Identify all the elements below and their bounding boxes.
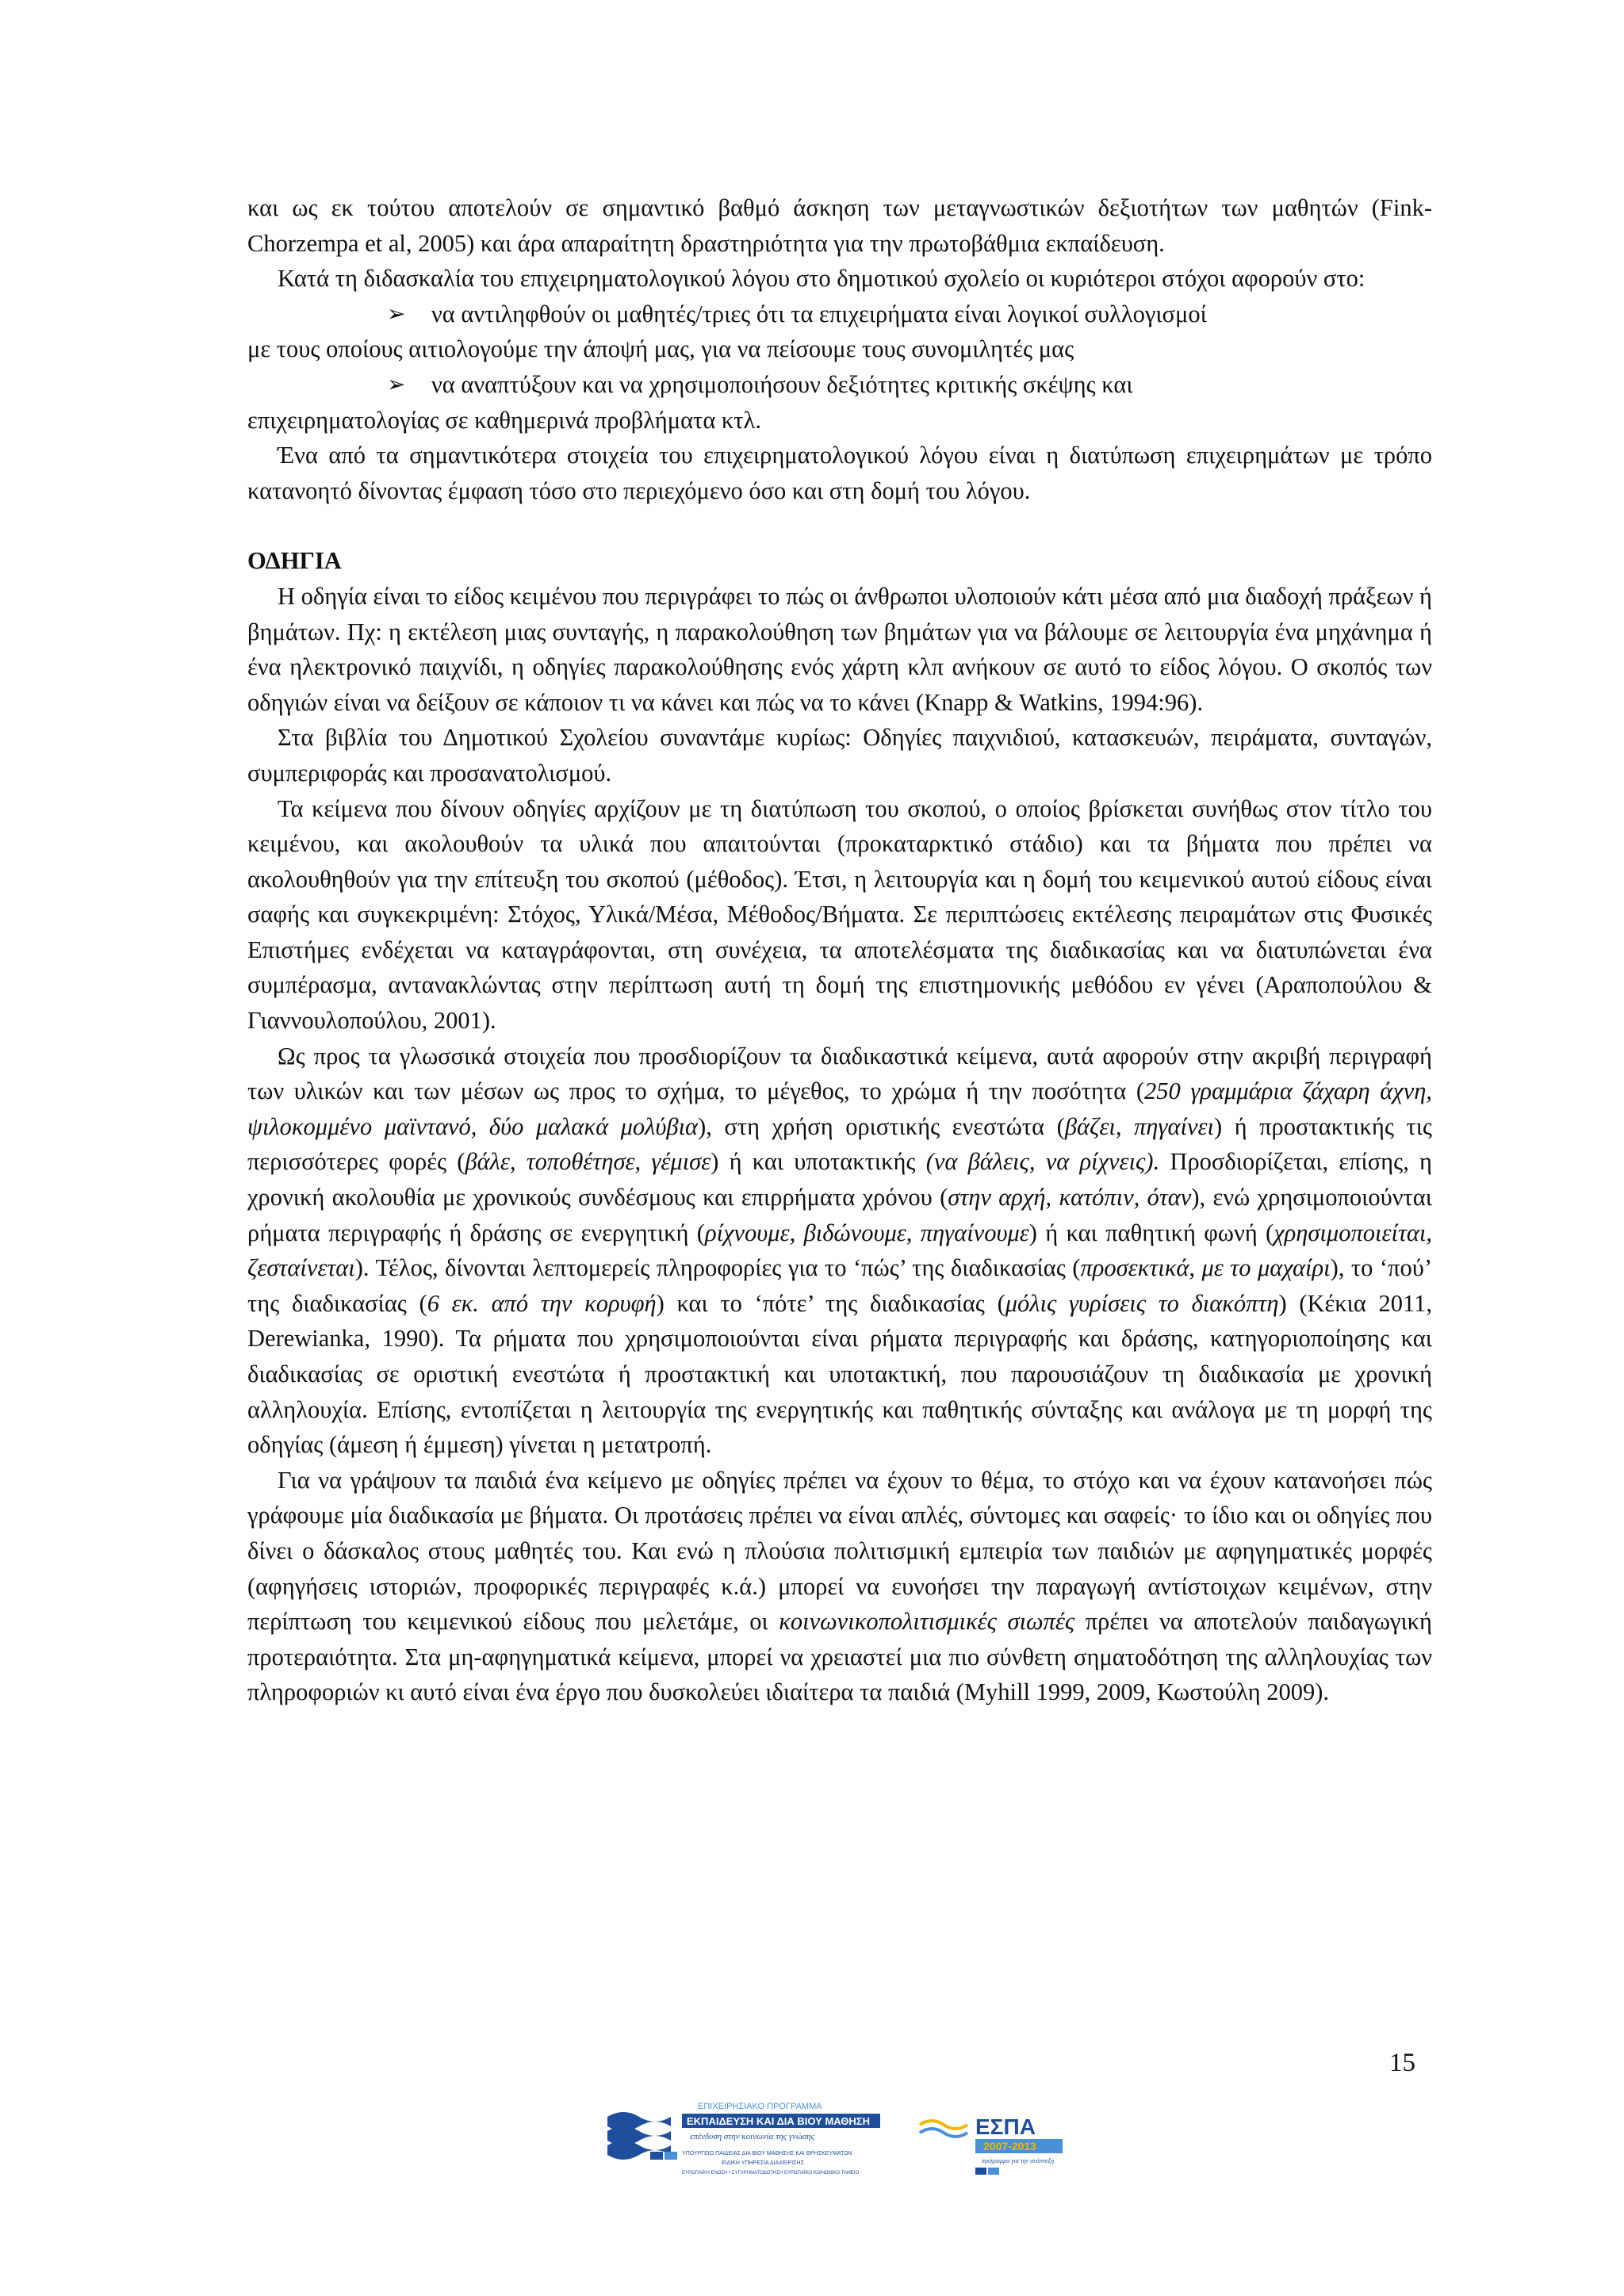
svg-text:ΕΥΡΩΠΑΪΚΗ ΕΝΩΣΗ • ΣΥΓΧΡΗΜΑΤΟΔΟ: ΕΥΡΩΠΑΪΚΗ ΕΝΩΣΗ • ΣΥΓΧΡΗΜΑΤΟΔΟΤΗΣΗ ΕΥΡΩΠΑΪΚΟ ΚΟΙΝΩΝΙΚΟ ΤΑΜΕΙΟ bbox=[682, 2171, 860, 2175]
footer-logos bbox=[603, 2093, 1078, 2204]
paragraph: Τα κείμενα που δίνουν οδηγίες αρχίζουν με τη διατύπωση του σκοπού, ο οποίος βρίσκεται συνήθως στον τίτλο του κειμένου, και ακολουθούν τα υλικά που απαιτούνται (προκαταρκτικό στάδιο) και τα βήματα που πρέπει να ακολουθηθούν για την επίτευξη του σκοπού (μέθοδος). Έτσι, η λειτουργία και η δομή του κειμενικού αυτού είδους είναι σαφής και συγκεκριμένη: Στόχος, Υλικά/Μέσα, Μέθοδος/Βήματα. Σε περιπτώσεις εκτέλεσης πειραμάτων στις Φυσικές Επιστήμες ενδέχεται να καταγράφονται, στη συνέχεια, τα αποτελέσματα της διαδικασίας και να διατυπώνεται ένα συμπέρασμα, αντανακλώντας στην περίπτωση αυτή τη δομή της επιστημονικής μεθόδου εν γένει (Αραποπούλου & Γιαννουλοπούλου, 2001). bbox=[247, 794, 1432, 1035]
paragraph: και ως εκ τούτου αποτελούν σε σημαντικό βαθμό άσκηση των μεταγνωστικών δεξιοτήτων των μαθητών (Fink-Chorzempa et al, 2005) και άρα απαραίτητη δραστηριότητα για την πρωτοβάθμια εκπαίδευση. bbox=[247, 194, 1432, 257]
paragraph: Η οδηγία είναι το είδος κειμένου που περιγράφει το πώς οι άνθρωποι υλοποιούν κάτι μέσα από μια διαδοχή πράξεων ή βημάτων. Πχ: η εκτέλεση μιας συνταγής, η παρακολούθηση των βημάτων για να βάλουμε σε λειτουργία ένα μηχάνημα ή ένα ηλεκτρονικό παιχνίδι, η οδηγίες παρακολούθησης ενός χάρτη κλπ ανήκουν σε αυτό το είδος λόγου. Ο σκοπός των οδηγιών είναι να δείξουν σε κάποιον τι να κάνει και πώς να το κάνει (Knapp & Watkins, 1994:96). bbox=[247, 582, 1432, 716]
bullet-text-continued: με τους οποίους αιτιολογούμε την άποψή μας, για να πείσουμε τους συνομιλητές μας bbox=[247, 335, 1074, 363]
svg-text:πρόγραμμα για την ανάπτυξη: πρόγραμμα για την ανάπτυξη bbox=[982, 2157, 1055, 2164]
svg-text:ΕΣΠΑ: ΕΣΠΑ bbox=[975, 2114, 1036, 2139]
svg-text:2007-2013: 2007-2013 bbox=[983, 2140, 1036, 2152]
bullet-item bbox=[341, 367, 1432, 403]
bullet-text: να αντιληφθούν οι μαθητές/τριες ότι τα επιχειρήματα είναι λογικοί συλλογισμοί bbox=[431, 300, 1207, 327]
svg-text:ΕΠΙΧΕΙΡΗΣΙΑΚΟ ΠΡΟΓΡΑΜΜΑ: ΕΠΙΧΕΙΡΗΣΙΑΚΟ ΠΡΟΓΡΑΜΜΑ bbox=[698, 2102, 822, 2111]
bullet-text-continued: επιχειρηματολογίας σε καθημερινά προβλήματα κτλ. bbox=[247, 406, 761, 434]
svg-text:ΕΙΔΙΚΗ ΥΠΗΡΕΣΙΑ ΔΙΑΧΕΙΡΙΣΗΣ: ΕΙΔΙΚΗ ΥΠΗΡΕΣΙΑ ΔΙΑΧΕΙΡΙΣΗΣ bbox=[722, 2160, 804, 2166]
svg-text:ΥΠΟΥΡΓΕΙΟ ΠΑΙΔΕΙΑΣ ΔΙΑ ΒΙΟΥ ΜΑ: ΥΠΟΥΡΓΕΙΟ ΠΑΙΔΕΙΑΣ ΔΙΑ ΒΙΟΥ ΜΑΘΗΣΗΣ ΚΑΙ ΘΡΗΣΚΕΥΜΑΤΩΝ bbox=[682, 2151, 852, 2156]
paragraph: Στα βιβλία του Δημοτικού Σχολείου συναντάμε κυρίως: Οδηγίες παιχνιδιού, κατασκευών, πειράματα, συνταγών, συμπεριφοράς και προσανατολισμού. bbox=[247, 724, 1432, 786]
bullet-text: να αναπτύξουν και να χρησιμοποιήσουν δεξιότητες κριτικής σκέψης και bbox=[431, 370, 1133, 398]
body-text bbox=[247, 190, 1432, 1710]
paragraph: Ως προς τα γλωσσικά στοιχεία που προσδιορίζουν τα διαδικαστικά κείμενα, αυτά αφορούν στην ακριβή περιγραφή των υλικών και των μέσων ως προς το σχήμα, το μέγεθος, το χρώμα ή την ποσότητα (250 γραμμάρια ζάχαρη άχνη, ψιλοκομμένο μαϊντανό, δύο μαλακά μολύβια), στη χρήση οριστικής ενεστώτα (βάζει, πηγαίνει) ή προστακτικής τις περισσότερες φορές (βάλε, τοποθέτησε, γέμισε) ή και υποτακτικής (να βάλεις, να ρίχνεις). Προσδιορίζεται, επίσης, η χρονική ακολουθία με χρονικούς συνδέσμους και επιρρήματα χρόνου (στην αρχή, κατόπιν, όταν), ενώ χρησιμοποιούνται ρήματα περιγραφής ή δράσης σε ενεργητική (ρίχνουμε, βιδώνουμε, πηγαίνουμε) ή και παθητική φωνή (χρησιμοποιείται, ζεσταίνεται). Τέλος, δίνονται λεπτομερείς πληροφορίες για το ‘πώς’ της διαδικασίας (προσεκτικά, με το μαχαίρι), το ‘πού’ της διαδικασίας (6 εκ. από την κορυφή) και το ‘πότε’ της διαδικασίας (μόλις γυρίσεις το διακόπτη) (Κέκια 2011, Derewianka, 1990). Τα ρήματα που χρησιμοποιούνται είναι ρήματα περιγραφής και δράσης, κατηγοριοποίησης και διαδικασίας σε οριστική ενεστώτα ή προστακτική και υποτακτική, που παρουσιάζουν τη διαδικασία με χρονική αλληλουχία. Επίσης, εντοπίζεται η λειτουργία της ενεργητικής και παθητικής σύνταξης και ανάλογα με τη μορφή της οδηγίας (άμεση ή έμμεση) γίνεται η μετατροπή. bbox=[247, 1042, 1433, 1459]
paragraph: Κατά τη διδασκαλία του επιχειρηματολογικού λόγου στο δημοτικού σχολείο οι κυριότεροι στόχοι αφορούν στο: bbox=[278, 265, 1365, 293]
espa-logo bbox=[920, 2114, 1063, 2175]
svg-text:επένδυση στην κοινωνία της γνώ: επένδυση στην κοινωνία της γνώσης bbox=[690, 2132, 815, 2141]
arrow-bullet-icon: ➢ bbox=[387, 300, 406, 327]
section-heading: ΟΔΗΓΙΑ bbox=[247, 547, 342, 575]
arrow-bullet-icon: ➢ bbox=[387, 370, 406, 397]
education-program-logo bbox=[607, 2102, 880, 2175]
paragraph: Ένα από τα σημαντικότερα στοιχεία του επιχειρηματολογικού λόγου είναι η διατύπωση επιχειρημάτων με τρόπο κατανοητό δίνοντας έμφαση τόσο στο περιεχόμενο όσο και στη δομή του λόγου. bbox=[247, 442, 1432, 504]
page-number: 15 bbox=[1389, 2049, 1415, 2077]
paragraph: Για να γράψουν τα παιδιά ένα κείμενο με οδηγίες πρέπει να έχουν το θέμα, το στόχο και να έχουν κατανοήσει πώς γράφουμε μία διαδικασία με βήματα. Οι προτάσεις πρέπει να είναι απλές, σύντομες και σαφείς· το ίδιο και οι οδηγίες που δίνει ο δάσκαλος στους μαθητές του. Και ενώ η πλούσια πολιτισμική εμπειρία των παιδιών με αφηγηματικές μορφές (αφηγήσεις ιστοριών, προφορικές περιγραφές κ.ά.) μπορεί να ευνοήσει την παραγωγή αντίστοιχων κειμένων, στην περίπτωση του κειμενικού είδους που μελετάμε, οι κοινωνικοπολιτισμικές σιωπές πρέπει να αποτελούν παιδαγωγική προτεραιότητα. Στα μη-αφηγηματικά κείμενα, μπορεί να χρειαστεί μια πιο σύνθετη σηματοδότηση της αλληλουχίας των πληροφοριών κι αυτό είναι ένα έργο που δυσκολεύει ιδιαίτερα τα παιδιά (Myhill 1999, 2009, Κωστούλη 2009). bbox=[247, 1466, 1432, 1706]
svg-text:ΕΚΠΑΙΔΕΥΣΗ ΚΑΙ ΔΙΑ ΒΙΟΥ ΜΑΘΗΣΗ: ΕΚΠΑΙΔΕΥΣΗ ΚΑΙ ΔΙΑ ΒΙΟΥ ΜΑΘΗΣΗ bbox=[687, 2115, 870, 2127]
bullet-item bbox=[341, 297, 1432, 332]
